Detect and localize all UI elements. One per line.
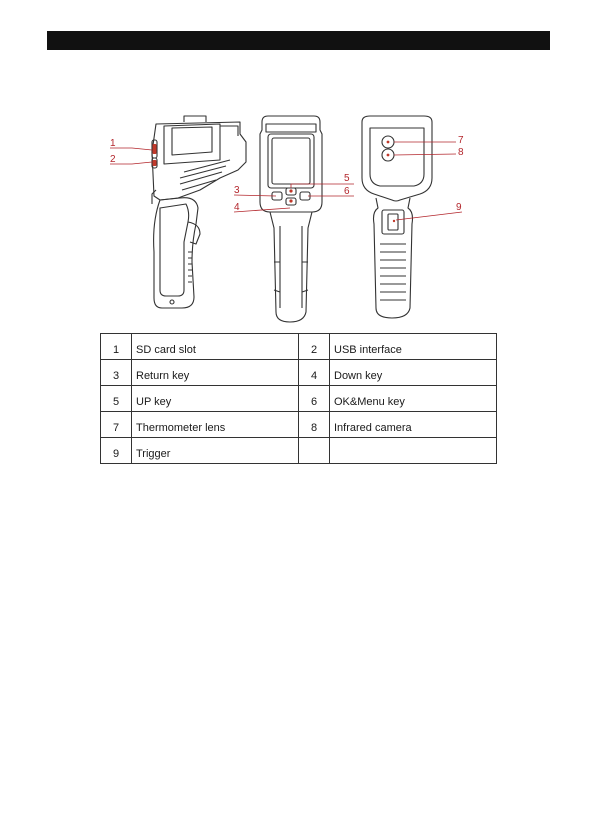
part-label: OK&Menu key	[330, 386, 497, 412]
device-diagram	[100, 112, 500, 327]
part-label: Infrared camera	[330, 412, 497, 438]
part-label: UP key	[132, 386, 299, 412]
part-number: 4	[299, 360, 330, 386]
callout-4: 4	[234, 202, 240, 213]
callout-7: 7	[458, 135, 464, 146]
part-label: Trigger	[132, 438, 299, 464]
part-number	[299, 438, 330, 464]
part-label	[330, 438, 497, 464]
callout-5: 5	[344, 173, 350, 184]
table-row	[101, 386, 497, 412]
callout-6: 6	[344, 186, 350, 197]
part-number: 1	[101, 334, 132, 360]
table-row	[101, 438, 497, 464]
part-number: 6	[299, 386, 330, 412]
part-label: Return key	[132, 360, 299, 386]
callout-3: 3	[234, 185, 240, 196]
part-label: SD card slot	[132, 334, 299, 360]
device-diagram-svg	[100, 112, 500, 327]
table-row	[101, 412, 497, 438]
callout-8: 8	[458, 147, 464, 158]
part-number: 8	[299, 412, 330, 438]
callout-9: 9	[456, 202, 462, 213]
part-number: 3	[101, 360, 132, 386]
part-number: 2	[299, 334, 330, 360]
part-label: USB interface	[330, 334, 497, 360]
front-view-illustration	[260, 116, 322, 322]
section-header-bar	[47, 31, 550, 50]
callout-1: 1	[110, 138, 116, 149]
part-label: Down key	[330, 360, 497, 386]
table-row	[101, 360, 497, 386]
parts-legend-table	[100, 333, 497, 464]
part-number: 9	[101, 438, 132, 464]
side-view-illustration	[152, 116, 246, 308]
part-number: 5	[101, 386, 132, 412]
part-label: Thermometer lens	[132, 412, 299, 438]
callout-2: 2	[110, 154, 116, 165]
table-row	[101, 334, 497, 360]
part-number: 7	[101, 412, 132, 438]
